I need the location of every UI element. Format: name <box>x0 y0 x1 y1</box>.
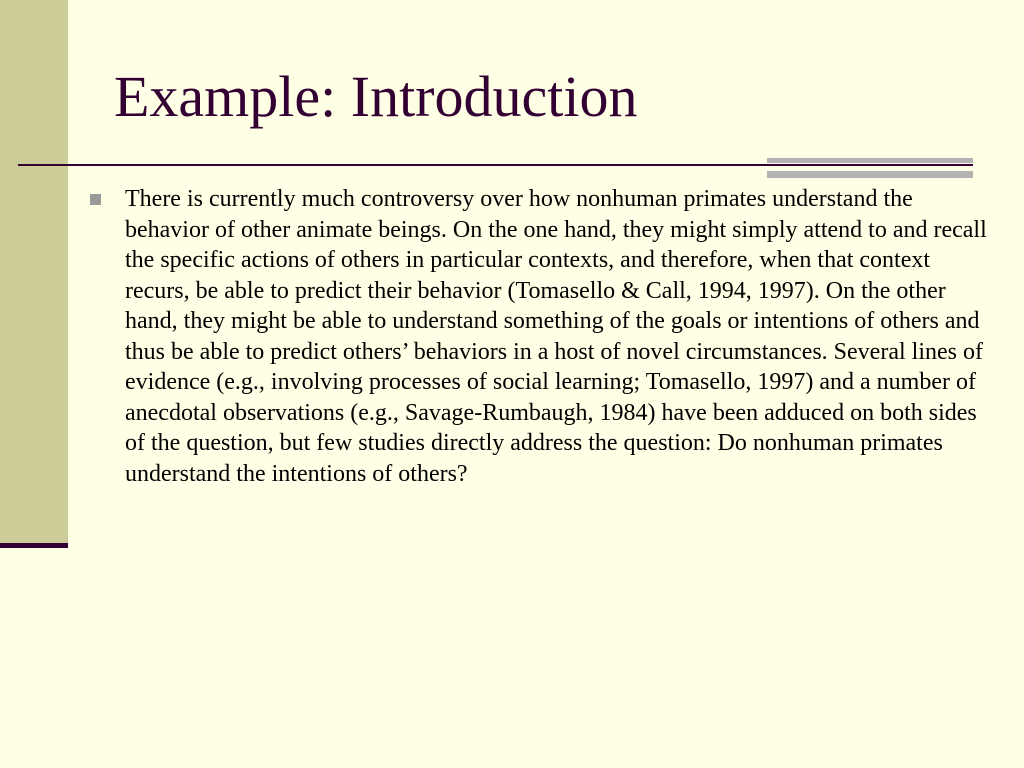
left-decorative-bar <box>0 0 68 544</box>
slide-body <box>87 184 987 489</box>
title-divider-rule <box>18 164 973 166</box>
left-bar-underline <box>0 543 68 548</box>
bullet-item <box>87 184 987 489</box>
square-bullet-icon <box>90 194 101 205</box>
accent-stripe-bottom <box>767 171 973 178</box>
slide-title: Example: Introduction <box>114 64 638 129</box>
accent-stripe-top <box>767 158 973 163</box>
bullet-text: There is currently much controversy over how nonhuman primates understand the behavior of other animate beings. On the one hand, they might simply attend to and recall the specific actions of others in particular contexts, and therefore, when that context recurs, be able to predict their behavior (Tomasello & Call, 1994, 1997). On the other hand, they might be able to understand something of the goals or intentions of others and thus be able to predict others’ behaviors in a host of novel circumstances. Several lines of evidence (e.g., involving processes of social learning; Tomasello, 1997) and a number of anecdotal observations (e.g., Savage-Rumbaugh, 1984) have been adduced on both sides of the question, but few studies directly address the question: Do nonhuman primates understand the intentions of others? <box>125 186 987 487</box>
